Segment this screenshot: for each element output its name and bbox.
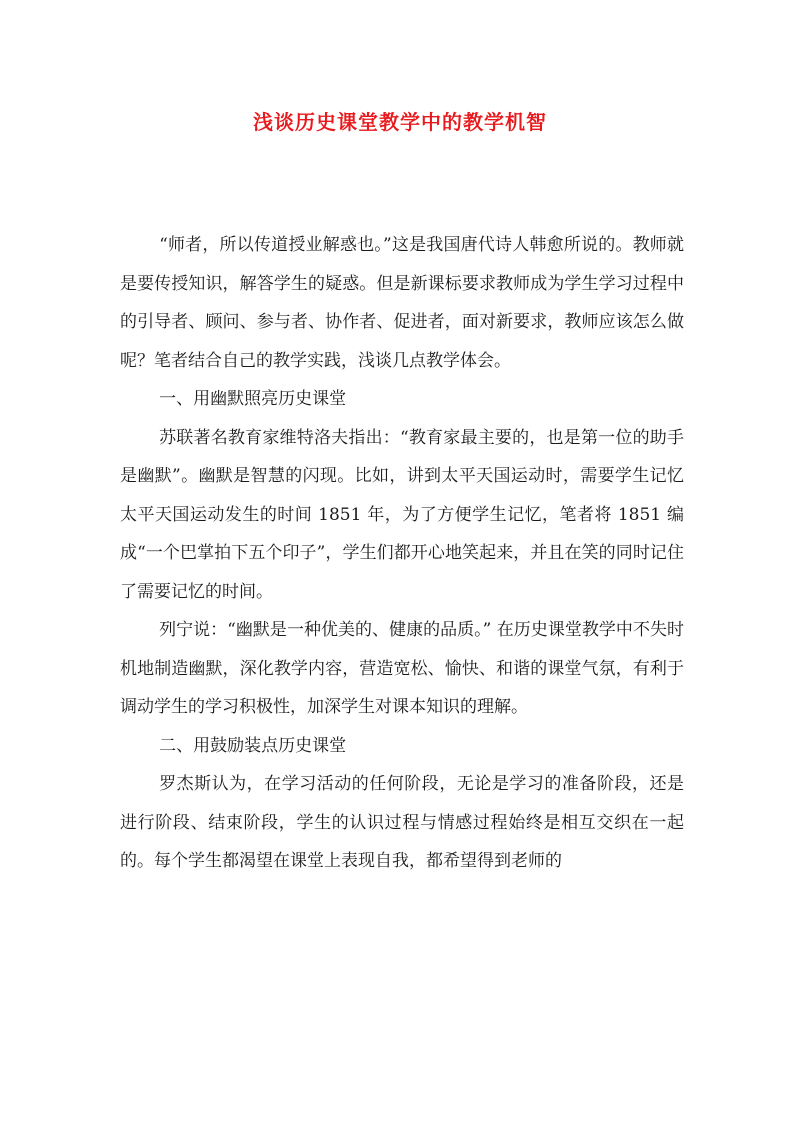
section-heading-2: 二、用鼓励装点历史课堂 [159,735,347,756]
document-body [120,226,684,881]
section-2-paragraph-1: 罗杰斯认为，在学习活动的任何阶段，无论是学习的准备阶段，还是进行阶段、结束阶段，学生的认识过程与情感过程始终是相互交织在一起的。每个学生都渴望在课堂上表现自我，都希望得到老师的 [120,774,684,871]
section-1-paragraph-2: 列宁说：“幽默是一种优美的、健康的品质。” 在历史课堂教学中不失时机地制造幽默，深化教学内容，营造宽松、愉快、和谐的课堂气氛，有利于调动学生的学习积极性，加深学生对课本知识的理解。 [120,620,684,717]
document-title: 浅谈历史课堂教学中的教学机智 [253,110,547,134]
section-heading-1: 一、用幽默照亮历史课堂 [159,389,347,409]
intro-paragraph: “师者，所以传道授业解惑也。”这是我国唐代诗人韩愈所说的。教师就是要传授知识，解答学生的疑惑。但是新课标要求教师成为学生学习过程中的引导者、顾问、参与者、协作者、促进者，面对新要求，教师应该怎么做呢？笔者结合自己的教学实践，浅谈几点教学体会。 [120,235,684,371]
section-1-paragraph-1: 苏联著名教育家维特洛夫指出：“教育家最主要的，也是第一位的助手是幽默”。幽默是智慧的闪现。比如，讲到太平天国运动时，需要学生记忆太平天国运动发生的时间 1851 年，为了方便学生记忆，笔者将 1851 编成“一个巴掌拍下五个印子”，学生们都开心地笑起来，并且在笑的同时记住了需要记忆的时间。 [120,427,684,602]
